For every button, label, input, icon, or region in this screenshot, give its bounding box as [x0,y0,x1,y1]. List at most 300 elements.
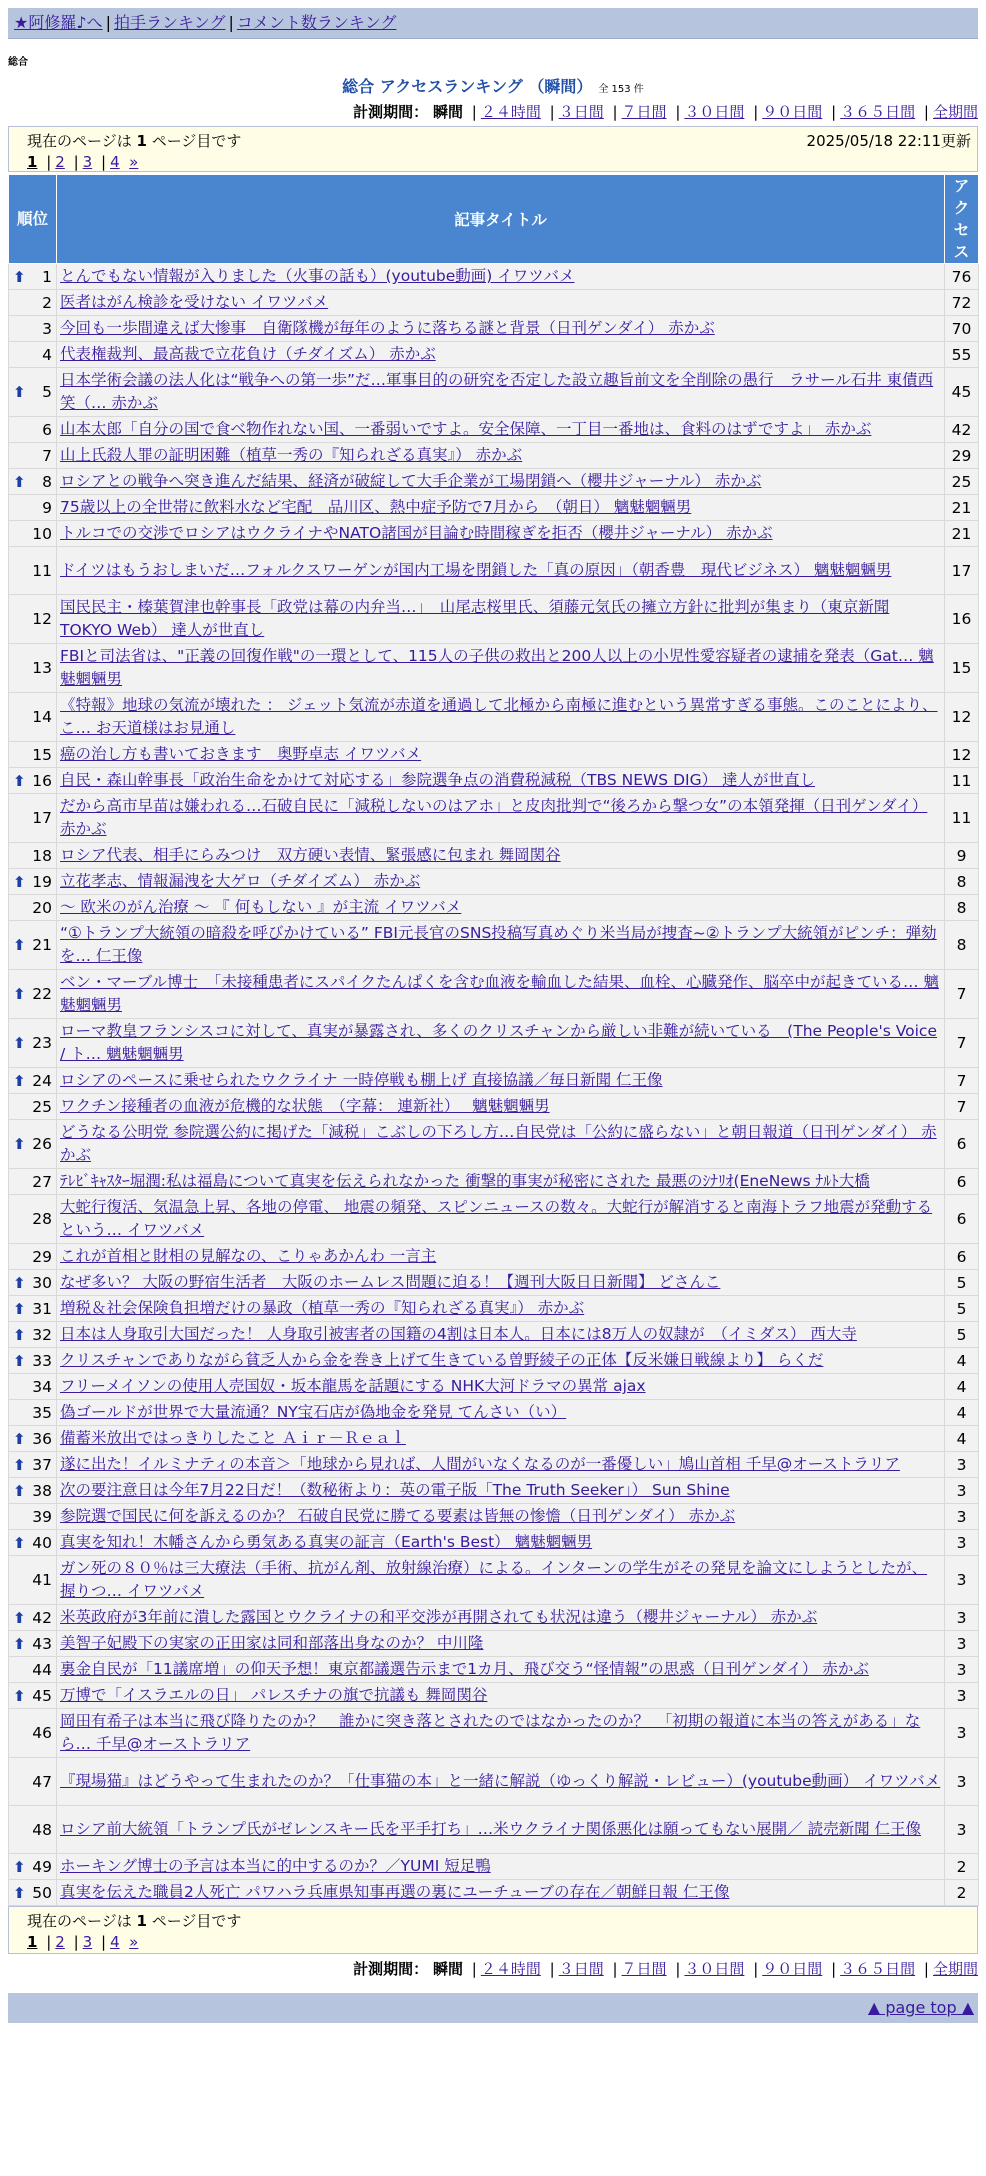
access-count: 3 [945,1530,979,1556]
access-count: 3 [945,1657,979,1683]
rank-cell [9,417,57,443]
article-title-link[interactable]: ﾃﾚﾋﾞｷｬｽﾀｰ堀潤:私は福島について真実を伝えられなかった 衝撃的事実が秘密にされた 最悪のｼﾅﾘｵ(EneNews ﾅﾙﾄ大橋 [60,1172,870,1190]
article-title-link[interactable]: ローマ教皇フランシスコに対して、真実が暴露され、多くのクリスチャンから厳しい非難が続いている (The People's Voice / ト… 魑魅魍魎男 [60,1022,937,1063]
rank-number: 30 [32,1273,52,1292]
table-row [9,316,979,342]
table-row [9,1880,979,1906]
title-cell [57,1120,945,1169]
rank-cell [9,970,57,1019]
article-title-link[interactable]: FBIと司法省は、"正義の回復作戦"の一環として、115人の子供の救出と200人以上の小児性愛容疑者の逮捕を発表（Gat… 魑魅魍魎男 [60,647,934,688]
nav-separator: | [105,13,111,32]
period-current: 瞬間 [432,1960,463,1978]
title-cell [57,1631,945,1657]
access-count: 12 [945,742,979,768]
article-title-link[interactable]: トルコでの交渉でロシアはウクライナやNATO諸国が目論む時間稼ぎを拒否（櫻井ジャーナル） 赤かぶ [60,524,773,542]
top-nav [8,8,978,39]
table-row [9,1854,979,1880]
table-row [9,1452,979,1478]
table-row [9,1195,979,1244]
rank-cell [9,1348,57,1374]
rank-cell [9,290,57,316]
rank-cell [9,768,57,794]
rank-cell [9,921,57,970]
article-title-link[interactable]: どうなる公明党 参院選公約に掲げた「減税」こぶしの下ろし方…自民党は「公約に盛らない」と朝日報道（日刊ゲンダイ） 赤かぶ [60,1123,937,1164]
rank-cell [9,895,57,921]
access-count: 2 [945,1854,979,1880]
pager-current: 1 [27,1933,38,1951]
article-title-link[interactable]: ワクチン接種者の血液が危機的な状態 （字幕： 連新社） 魑魅魍魎男 [60,1097,550,1115]
table-row [9,1374,979,1400]
current-page-text: 現在のページは 1 ページ目です [27,132,242,150]
table-row [9,1758,979,1806]
period-30d-link[interactable]: ３０日間 [684,103,745,121]
rank-number: 17 [32,809,52,827]
table-row [9,368,979,417]
article-title-link[interactable]: 真実を知れ！木幡さんから勇気ある真実の証言（Earth's Best） 魑魅魍魎男 [60,1533,593,1551]
article-title-link[interactable]: ドイツはもうおしまいだ…フォルクスワーゲンが国内工場を閉鎖した「真の原因」（朝香豊 現代ビジネス） 魑魅魍魎男 [60,561,892,579]
article-title-link[interactable]: 山上氏殺人罪の証明困難（植草一秀の『知られざる真実』） 赤かぶ [60,446,523,464]
rank-up-arrow-icon: ⬆ [13,383,26,401]
title-cell [57,469,945,495]
access-count: 11 [945,794,979,843]
category-label: 総合 [8,57,28,68]
rank-number: 29 [32,1247,52,1266]
rank-cell [9,1657,57,1683]
access-count: 3 [945,1556,979,1605]
access-count: 17 [945,547,979,595]
table-row [9,1348,979,1374]
article-title-link[interactable]: ホーキング博士の予言は本当に的中するのか？／YUMI 短足鴨 [60,1857,491,1875]
period-365d-link[interactable]: ３６５日間 [840,1960,916,1978]
access-count: 4 [945,1348,979,1374]
updated-timestamp: 2025/05/18 22:11更新 [806,132,971,150]
rank-cell [9,342,57,368]
access-count: 3 [945,1504,979,1530]
article-title-link[interactable]: クリスチャンでありながら貧乏人から金を巻き上げて生きている曽野綾子の正体【反米嫌日戦線より】 らくだ [60,1351,824,1369]
access-count: 70 [945,316,979,342]
rank-number: 2 [42,293,52,312]
table-row [9,443,979,469]
page-top-link[interactable]: ▲ page top ▲ [867,1998,974,2017]
period-90d-link[interactable]: ９０日間 [762,1960,823,1978]
table-row [9,1094,979,1120]
title-cell [57,547,945,595]
access-count: 6 [945,1195,979,1244]
rank-cell [9,1504,57,1530]
access-count: 7 [945,1019,979,1068]
rank-cell [9,1322,57,1348]
rank-cell [9,443,57,469]
nav-asyura-home[interactable]: ★阿修羅♪へ [14,13,103,32]
table-row [9,1120,979,1169]
rank-up-arrow-icon: ⬆ [13,1455,26,1474]
title-cell [57,368,945,417]
rank-up-arrow-icon: ⬆ [13,1608,26,1627]
title-cell [57,895,945,921]
access-count: 3 [945,1452,979,1478]
rank-number: 18 [32,846,52,865]
title-cell [57,1426,945,1452]
article-title-link[interactable]: 遂に出た！イルミナティの本音＞「地球から見れば、人間がいなくなるのが一番優しい」鳩山首相 千早@オーストラリア [60,1455,900,1473]
title-cell [57,1657,945,1683]
rank-number: 48 [32,1820,52,1839]
access-count: 72 [945,290,979,316]
access-count: 3 [945,1478,979,1504]
title-cell [57,1169,945,1195]
title-cell [57,1880,945,1906]
period-24h-link[interactable]: ２４時間 [480,103,541,121]
rank-cell [9,547,57,595]
title-cell [57,1683,945,1709]
access-count: 3 [945,1605,979,1631]
table-row [9,1400,979,1426]
rank-number: 42 [32,1608,52,1627]
table-row [9,1270,979,1296]
pager-page-2[interactable]: 2 [55,1933,65,1951]
table-row [9,1244,979,1270]
article-title-link[interactable]: 日本学術会議の法人化は“戦争への第一歩”だ…軍事目的の研究を否定した設立趣旨前文を全削除の愚行 ラサール石井 東債西笑（… 赤かぶ [60,371,934,412]
title-cell [57,1758,945,1806]
table-row [9,495,979,521]
table-row [9,693,979,742]
rank-cell [9,316,57,342]
table-row [9,843,979,869]
rank-cell [9,1709,57,1758]
article-title-link[interactable]: 『現場猫』はどうやって生まれたのか？「仕事猫の本」と一緒に解説（ゆっくり解説・レビュー）(youtube動画） イワツバメ [60,1772,941,1790]
rank-up-arrow-icon: ⬆ [13,472,26,491]
title-cell [57,1400,945,1426]
title-cell [57,869,945,895]
access-count: 42 [945,417,979,443]
rank-cell [9,1019,57,1068]
title-cell [57,1478,945,1504]
table-row [9,1169,979,1195]
title-cell [57,693,945,742]
period-all-link[interactable]: 全期間 [932,1960,978,1978]
rank-up-arrow-icon: ⬆ [13,267,26,286]
article-title-link[interactable]: 大蛇行復活、気温急上昇、各地の停電、 地震の頻発、スピンニュースの数々。大蛇行が解消すると南海トラフ地震が発動するという… イワツバメ [60,1198,933,1239]
period-90d-link[interactable]: ９０日間 [762,103,823,121]
table-row [9,595,979,644]
access-count: 7 [945,1068,979,1094]
pager-page-4[interactable]: 4 [110,1933,120,1951]
rank-up-arrow-icon: ⬆ [13,1857,26,1876]
pagination-top: 1 | 2 | 3 | 4 » [27,153,139,171]
title-cell [57,316,945,342]
rank-cell [9,1854,57,1880]
article-title-link[interactable]: 増税＆社会保険負担増だけの暴政（植草一秀の『知られざる真実』） 赤かぶ [60,1299,585,1317]
rank-number: 36 [32,1429,52,1448]
article-title-link[interactable]: “①トランプ大統領の暗殺を呼びかけている” FBI元長官のSNS投稿写真めぐり米当局が捜査~②トランプ大統領がピンチ：弾劾を… 仁王像 [60,924,937,965]
table-row [9,895,979,921]
access-count: 21 [945,521,979,547]
article-title-link[interactable]: 次の要注意日は今年7月22日だ！（数秘術より：英の電子版「The Truth Seeker」） Sun Shine [60,1481,730,1499]
article-title-link[interactable]: 代表権裁判、最高裁で立花負け（チダイズム） 赤かぶ [60,345,436,363]
rank-cell [9,1244,57,1270]
title-cell [57,1270,945,1296]
rank-up-arrow-icon: ⬆ [13,771,26,790]
rank-number: 35 [32,1403,52,1422]
access-count: 6 [945,1120,979,1169]
table-row [9,264,979,290]
access-count: 16 [945,595,979,644]
article-title-link[interactable]: 裏金自民が「11議席増」の仰天予想！東京都議選告示まで1カ月、飛び交う“怪情報”の思惑（日刊ゲンダイ） 赤かぶ [60,1660,869,1678]
article-title-link[interactable]: ガン死の８０％は三大療法（手術、抗がん剤、放射線治療）による。インターンの学生がその発見を論文にしようとしたが、握りつ… イワツバメ [60,1559,928,1600]
header-access: アクセス [945,175,979,264]
table-row [9,521,979,547]
ranking-title: 総合 アクセスランキング （瞬間） [342,77,593,96]
rank-number: 12 [32,610,52,628]
article-title-link[interactable]: なぜ多い？ 大阪の野宿生活者 大阪のホームレス問題に迫る！【週刊大阪日日新聞】 どさんこ [60,1273,721,1291]
table-row [9,869,979,895]
article-title-link[interactable]: 75歳以上の全世帯に飲料水など宅配 品川区、熱中症予防で7月から （朝日） 魑魅魍魎男 [60,498,692,516]
rank-cell [9,1452,57,1478]
title-cell [57,843,945,869]
article-title-link[interactable]: 立花孝志、情報漏洩を大ゲロ（チダイズム） 赤かぶ [60,872,421,890]
table-row [9,1709,979,1758]
title-cell [57,1195,945,1244]
rank-number: 41 [32,1571,52,1589]
rank-number: 40 [32,1533,52,1552]
article-title-link[interactable]: 自民・森山幹事長「政治生命をかけて対応する」参院選争点の消費税減税（TBS NEWS DIG） 達人が世直し [60,771,816,789]
access-count: 3 [945,1806,979,1854]
rank-number: 28 [32,1210,52,1228]
article-title-link[interactable]: ロシア代表、相手にらみつけ 双方硬い表情、緊張感に包まれ 舞岡関谷 [60,846,561,864]
table-row [9,1605,979,1631]
rank-cell [9,1169,57,1195]
rank-cell [9,1478,57,1504]
rank-up-arrow-icon: ⬆ [13,1686,26,1705]
pager-current: 1 [27,153,38,171]
period-all-link[interactable]: 全期間 [932,103,978,121]
table-row [9,1019,979,1068]
rank-number: 31 [32,1299,52,1318]
article-title-link[interactable]: 真実を伝えた職員2人死亡 パワハラ兵庫県知事再選の裏にユーチューブの存在／朝鮮日報 仁王像 [60,1883,730,1901]
rank-cell [9,1880,57,1906]
title-cell [57,1556,945,1605]
rank-number: 25 [32,1097,52,1116]
pager-next[interactable]: » [129,1933,139,1951]
rank-cell [9,1806,57,1854]
article-title-link[interactable]: ベン・マーブル博士 「未接種患者にスパイクたんぱくを含む血液を輸血した結果、血栓、心臓発作、脳卒中が起きている… 魑魅魍魎男 [60,973,939,1014]
rank-number: 27 [32,1172,52,1191]
article-title-link[interactable]: 備蓄米放出ではっきりしたこと Ａｉｒ－Ｒｅａｌ [60,1429,406,1447]
article-title-link[interactable]: 国民民主・榛葉賀津也幹事長「政党は幕の内弁当…」 山尾志桜里氏、須藤元気氏の擁立方針に批判が集まり（東京新聞 TOKYO Web） 達人が世直し [60,598,890,639]
rank-cell [9,469,57,495]
article-title-link[interactable]: ロシアのペースに乗せられたウクライナ 一時停戦も棚上げ 直接協議／毎日新聞 仁王像 [60,1071,663,1089]
rank-cell [9,264,57,290]
period-3d-link[interactable]: ３日間 [558,103,604,121]
rank-cell [9,1120,57,1169]
rank-number: 49 [32,1857,52,1876]
title-cell [57,794,945,843]
title-cell [57,1094,945,1120]
table-row [9,469,979,495]
access-count: 21 [945,495,979,521]
page-title [0,74,986,97]
access-count: 5 [945,1322,979,1348]
title-cell [57,1504,945,1530]
rank-cell [9,1374,57,1400]
rank-number: 44 [32,1660,52,1679]
access-count: 9 [945,843,979,869]
nav-clap-ranking[interactable]: 拍手ランキング [113,13,226,32]
rank-cell [9,1270,57,1296]
rank-cell [9,1195,57,1244]
rank-number: 19 [32,872,52,891]
article-title-link[interactable]: これが首相と財相の見解なの、こりゃあかんわ 一言主 [60,1247,437,1265]
article-title-link[interactable]: 岡田有希子は本当に飛び降りたのか？ 誰かに突き落とされたのではなかったのか？ 「初期の報道に本当の答えがある」なら… 千早@オーストラリア [60,1712,921,1753]
page-info-bottom [8,1906,978,1954]
rank-up-arrow-icon: ⬆ [13,1135,26,1153]
rank-up-arrow-icon: ⬆ [13,1351,26,1370]
rank-cell [9,794,57,843]
table-row [9,1806,979,1854]
article-title-link[interactable]: 医者はがん検診を受けない イワツバメ [60,293,329,311]
table-row [9,417,979,443]
rank-number: 8 [42,472,52,491]
rank-cell [9,1068,57,1094]
access-count: 7 [945,1094,979,1120]
rank-up-arrow-icon: ⬆ [13,1634,26,1653]
article-title-link[interactable]: 参院選で国民に何を訴えるのか？ 石破自民党に勝てる要素は皆無の惨憺（日刊ゲンダイ） 赤かぶ [60,1507,736,1525]
table-row [9,1530,979,1556]
pager-page-3[interactable]: 3 [82,153,93,171]
title-cell [57,1530,945,1556]
title-cell [57,342,945,368]
title-cell [57,264,945,290]
title-cell [57,1605,945,1631]
rank-number: 20 [32,898,52,917]
period-24h-link[interactable]: ２４時間 [480,1960,541,1978]
article-title-link[interactable]: 癌の治し方も書いておきます 奥野卓志 イワツバメ [60,745,422,763]
rank-cell [9,742,57,768]
rank-number: 43 [32,1634,52,1653]
ranking-table [8,174,979,1906]
access-count: 4 [945,1400,979,1426]
rank-number: 7 [42,446,52,465]
article-title-link[interactable]: ロシアとの戦争へ突き進んだ結果、経済が破綻して大手企業が工場閉鎖へ（櫻井ジャーナル） 赤かぶ [60,472,762,490]
title-cell [57,1296,945,1322]
access-count: 6 [945,1244,979,1270]
pager-page-2[interactable]: 2 [55,153,65,171]
header-title: 記事タイトル [57,175,945,264]
article-title-link[interactable]: 山本太郎「自分の国で食べ物作れない国、一番弱いですよ。安全保障、一丁目一番地は、食料のはずですよ」 赤かぶ [60,420,872,438]
table-row [9,970,979,1019]
rank-number: 14 [32,708,52,726]
article-title-link[interactable]: 万博で「イスラエルの日」 パレスチナの旗で抗議も 舞岡関谷 [60,1686,488,1704]
title-cell [57,644,945,693]
nav-comment-ranking[interactable]: コメント数ランキング [236,13,397,32]
period-7d-link[interactable]: ７日間 [621,103,667,121]
article-title-link[interactable]: 《特報》地球の気流が壊れた ： ジェット気流が赤道を通過して北極から南極に進むという異常すぎる事態。このことにより、こ… お天道様はお見通し [60,696,938,737]
article-title-link[interactable]: 美智子妃殿下の実家の正田家は同和部落出身なのか？ 中川隆 [60,1634,484,1652]
rank-cell [9,1631,57,1657]
title-cell [57,521,945,547]
pager-page-3[interactable]: 3 [82,1933,93,1951]
rank-number: 21 [32,936,52,954]
article-title-link[interactable]: 米英政府が3年前に潰した露国とウクライナの和平交渉が再開されても状況は違う（櫻井ジャーナル） 赤かぶ [60,1608,818,1626]
rank-up-arrow-icon: ⬆ [13,936,26,954]
access-count: 5 [945,1296,979,1322]
rank-up-arrow-icon: ⬆ [13,1299,26,1318]
rank-cell [9,1530,57,1556]
rank-up-arrow-icon: ⬆ [13,1034,26,1052]
title-cell [57,1854,945,1880]
pager-page-4[interactable]: 4 [110,153,120,171]
article-title-link[interactable]: ～ 欧米のがん治療 ～ 『 何もしない 』が主流 イワツバメ [60,898,462,916]
article-title-link[interactable]: ロシア前大統領「トランプ氏がゼレンスキー氏を平手打ち」…米ウクライナ関係悪化は願ってもない展開／ 読売新聞 仁王像 [60,1820,922,1838]
page-info-top [8,126,978,172]
rank-number: 5 [42,383,52,401]
title-cell [57,495,945,521]
rank-number: 6 [42,420,52,439]
period-30d-link[interactable]: ３０日間 [684,1960,745,1978]
access-count: 15 [945,644,979,693]
period-current: 瞬間 [432,103,463,121]
title-cell [57,1068,945,1094]
rank-up-arrow-icon: ⬆ [13,1071,26,1090]
title-cell [57,443,945,469]
pager-next[interactable]: » [129,153,139,171]
article-title-link[interactable]: 偽ゴールドが世界で大量流通？NY宝石店が偽地金を発見 てんさい（い） [60,1403,567,1421]
period-365d-link[interactable]: ３６５日間 [840,103,916,121]
article-title-link[interactable]: 日本は人身取引大国だった！ 人身取引被害者の国籍の4割は日本人。日本には8万人の奴隷が （イミダス） 西大寺 [60,1325,857,1343]
period-3d-link[interactable]: ３日間 [558,1960,604,1978]
pagination-bottom: 1 | 2 | 3 | 4 » [27,1933,139,1951]
rank-number: 34 [32,1377,52,1396]
access-count: 6 [945,1169,979,1195]
rank-number: 13 [32,659,52,677]
rank-cell [9,1758,57,1806]
title-cell [57,595,945,644]
access-count: 3 [945,1758,979,1806]
table-row [9,921,979,970]
rank-cell [9,1094,57,1120]
rank-number: 47 [32,1772,52,1791]
title-cell [57,1019,945,1068]
access-count: 11 [945,768,979,794]
article-title-link[interactable]: 今回も一歩間違えば大惨事 自衛隊機が毎年のように落ちる謎と背景（日刊ゲンダイ） 赤かぶ [60,319,715,337]
rank-cell [9,1400,57,1426]
article-title-link[interactable]: フリーメイソンの使用人売国奴・坂本龍馬を話題にする NHK大河ドラマの異常 ajax [60,1377,646,1395]
rank-number: 22 [32,985,52,1003]
title-cell [57,921,945,970]
table-row [9,1426,979,1452]
access-count: 8 [945,895,979,921]
article-title-link[interactable]: とんでもない情報が入りました（火事の話も）(youtube動画) イワツバメ [60,267,575,285]
rank-cell [9,1426,57,1452]
table-row [9,1504,979,1530]
article-title-link[interactable]: だから高市早苗は嫌われる…石破自民に「減税しないのはアホ」と皮肉批判で“後ろから撃つ女”の本領発揮（日刊ゲンダイ） 赤かぶ [60,797,928,838]
table-row [9,1631,979,1657]
rank-cell [9,495,57,521]
rank-cell [9,869,57,895]
rank-up-arrow-icon: ⬆ [13,1481,26,1500]
rank-up-arrow-icon: ⬆ [13,1429,26,1448]
rank-up-arrow-icon: ⬆ [13,1325,26,1344]
rank-cell [9,1605,57,1631]
rank-up-arrow-icon: ⬆ [13,1883,26,1902]
table-row [9,1556,979,1605]
access-count: 7 [945,970,979,1019]
rank-cell [9,1683,57,1709]
rank-number: 33 [32,1351,52,1370]
rank-number: 16 [32,771,52,790]
period-7d-link[interactable]: ７日間 [621,1960,667,1978]
rank-number: 50 [32,1883,52,1902]
header-rank: 順位 [9,175,57,264]
